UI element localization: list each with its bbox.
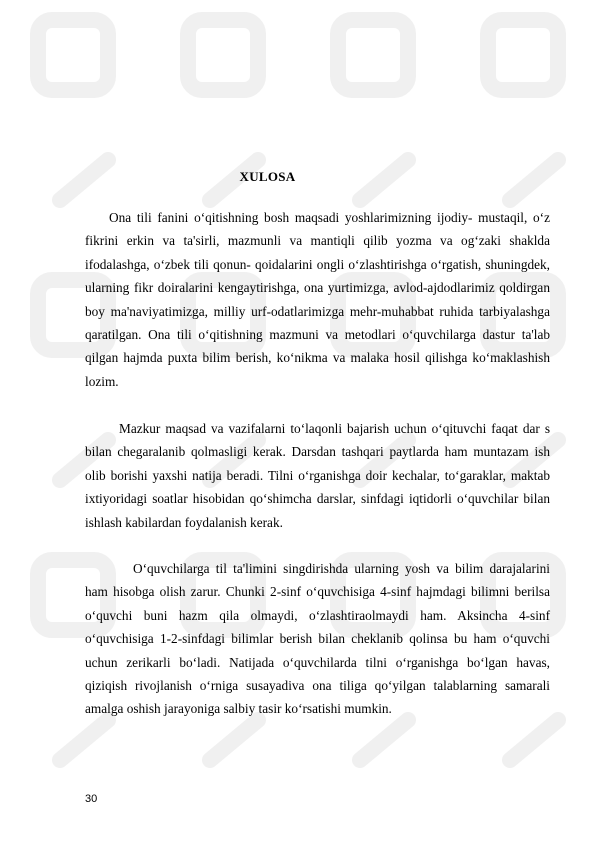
paragraph-2: Mazkur maqsad va vazifalarni to‘laqonli bajarish uchun o‘qituvchi faqat dar s bilan chegaralanib qolmasligi kerak. Darsdan tashqari paytlarda ham muntazam ish olib borishi yaxshi natija beradi. Tilni o‘rganishga doir kechalar, to‘garaklar, maktab ixtiyoridagi soatlar hisobidan qo‘shimcha darslar, sinfdagi iqtidorli o‘quvchilar bilan ishlash kabilardan foydalanish kerak. (85, 421, 550, 530)
page-number: 30 (85, 793, 98, 805)
paragraph-3: O‘quvchilarga til ta'limini singdirishda ularning yosh va bilim darajalarini ham hisobga olish zarur. Chunki 2-sinf o‘quvchisiga 4-sinf hajmdagi bilimni berilsa o‘quvchi buni hazm qila olmaydi, o‘zlashtiraolmaydi ham. Aksincha 4-sinf o‘quvchisiga 1-2-sinfdagi bilimlar berish bilan cheklanib qolinsa bu ham o‘quvchi uchun zerikarli bo‘ladi. Natijada o‘quvchilarda tilni o‘rganishga bo‘lgan havas, qiziqish rivojlanish o‘rniga susayadiva ona tiliga qo‘yilgan talablarning samarali amalga oshish jarayoniga salbiy tasir ko‘rsatishi mumkin. (85, 561, 550, 717)
paragraph-1: Ona tili fanini o‘qitishning bosh maqsadi yoshlarimizning ijodiy- mustaqil, o‘z fikrini erkin va ta'sirli, mazmunli va mantiqli qilib yozma va og‘zaki shaklda ifodalashga, o‘zbek tili qonun- qoidalarini ongli o‘zlashtirishga o‘rgatish, shuningdek, ularning fikr doiralarini kengaytirishga, ona yurtimizga, avlod-ajdodlarimiz qoldirgan boy ma'naviyatimizga, milliy urf-odatlarimizga mehr-muhabbat ruhida tarbiyalashga qaratilgan. Ona tili o‘qitishning mazmuni va metodlari o‘quvchilarga dastur ta'lab qilgan hajmda puxta bilim berish, ko‘nikma va malaka hosil qilishga ko‘maklashish lozim. (85, 210, 550, 389)
page-title: XULOSA (239, 169, 296, 184)
